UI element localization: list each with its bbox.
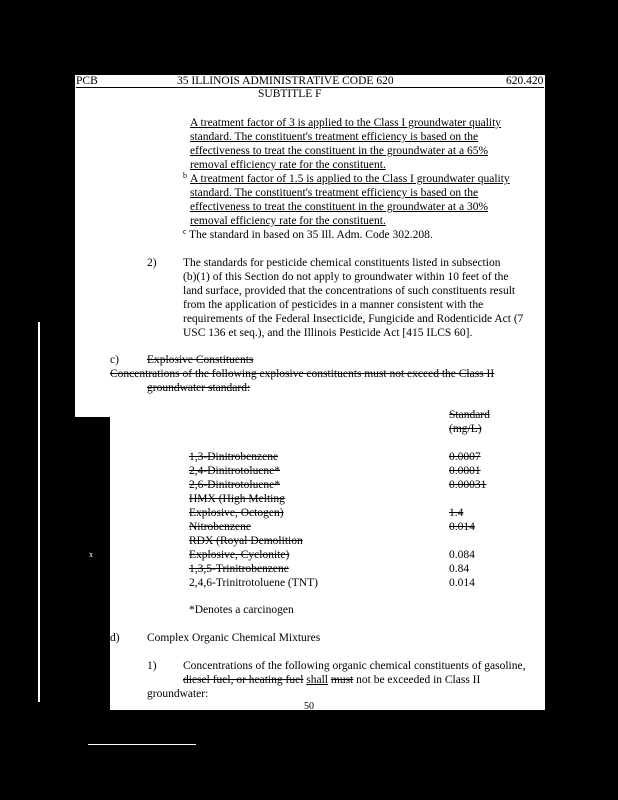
- section-c-title: Explosive Constituents: [147, 354, 254, 366]
- section-d-line2: [183, 673, 480, 687]
- table-row-name: Explosive, Cyclonite): [189, 549, 290, 561]
- section-d-label: d): [110, 632, 120, 644]
- para2-line: from the application of pesticides in a manner consistent with the: [183, 299, 484, 311]
- table-row-name: 1,3,5-Trinitrobenzene: [189, 563, 289, 575]
- section-c-intro-cont: groundwater standard:: [147, 382, 251, 394]
- table-note: *Denotes a carcinogen: [189, 604, 294, 616]
- struck-must: must: [330, 674, 354, 686]
- footnote-b-line: A treatment factor of 1.5 is applied to the Class I groundwater quality: [190, 173, 510, 185]
- section-c-label: c): [110, 354, 119, 366]
- table-row-name: Nitrobenzene: [189, 521, 251, 533]
- para2-number: 2): [147, 257, 157, 269]
- footnote-b-mark: b: [183, 171, 187, 180]
- table-header-standard: Standard: [449, 409, 490, 421]
- table-row-name: HMX (High Melting: [189, 493, 285, 505]
- table-row-value: 0.0007: [449, 451, 481, 463]
- footnote-b-line: effectiveness to treat the constituent in the groundwater at a 30%: [190, 201, 489, 213]
- para2-line: land surface, provided that the concentrations of such constituents result: [183, 285, 516, 297]
- header-right: 620.420: [506, 75, 544, 87]
- bottom-rule: [88, 744, 196, 745]
- section-d-line3: groundwater:: [147, 688, 209, 700]
- footnote-b-line: standard. The constituent's treatment efficiency is based on the: [190, 187, 479, 199]
- para2-line: USC 136 et seq.), and the Illinois Pesticide Act [415 ILCS 60].: [183, 327, 473, 339]
- table-row-value: 0.00031: [449, 479, 487, 491]
- section-d-title: Complex Organic Chemical Mixtures: [147, 632, 321, 644]
- section-d-line1: Concentrations of the following organic chemical constituents of gasoline,: [183, 660, 526, 672]
- table-header-units: (mg/L): [449, 423, 482, 435]
- table-row-name: 2,4,6-Trinitrotoluene (TNT): [189, 577, 318, 589]
- table-row-name: 2,4-Dinitrotoluene*: [189, 465, 281, 477]
- page-number: 50: [304, 701, 314, 712]
- left-margin-line: [38, 322, 40, 702]
- para2-line: requirements of the Federal Insecticide, Fungicide and Rodenticide Act (7: [183, 313, 524, 325]
- header-center: 35 ILLINOIS ADMINISTRATIVE CODE 620: [177, 75, 394, 87]
- table-row-name: 2,6-Dinitrotoluene*: [189, 479, 281, 491]
- header-subtitle: SUBTITLE F: [258, 88, 322, 100]
- table-row-value: 1.4: [449, 507, 464, 519]
- footnote-b-line: removal efficiency rate for the constituent.: [190, 215, 386, 227]
- line2-rest: not be exceeded in Class II: [356, 674, 481, 686]
- table-row-value: 0.014: [449, 521, 475, 533]
- section-c-intro: Concentrations of the following explosive constituents must not exceed the Class II: [110, 368, 495, 380]
- para2-line: (b)(1) of this Section do not apply to groundwater within 10 feet of the: [183, 271, 509, 283]
- para2-line: The standards for pesticide chemical constituents listed in subsection: [183, 257, 501, 269]
- table-row-name: 1,3-Dinitrobenzene: [189, 451, 279, 463]
- header-left: PCB: [76, 75, 98, 87]
- section-d-item-number: 1): [147, 660, 157, 672]
- footnote-a-line: removal efficiency rate for the constituent.: [190, 159, 386, 171]
- table-row-value: 0.014: [449, 577, 475, 589]
- footnote-a-line: A treatment factor of 3 is applied to the Class I groundwater quality: [190, 117, 502, 129]
- struck-fuel-text: diesel fuel, or heating fuel: [183, 674, 304, 686]
- inserted-shall: shall: [306, 674, 328, 686]
- footnote-c-line: The standard in based on 35 Ill. Adm. Code 302.208.: [189, 229, 433, 241]
- footnote-c-mark: c: [183, 227, 187, 236]
- table-row-value: 0.084: [449, 549, 475, 561]
- margin-mark: x: [89, 550, 93, 559]
- table-row-value: 0.84: [449, 563, 470, 575]
- table-row-name: RDX (Royal Demolition: [189, 535, 303, 547]
- footnote-a-line: effectiveness to treat the constituent in the groundwater at a 65%: [190, 145, 489, 157]
- table-row-name: Explosive, Octogen): [189, 507, 284, 519]
- table-row-value: 0.0001: [449, 465, 481, 477]
- footnote-a-line: standard. The constituent's treatment efficiency is based on the: [190, 131, 479, 143]
